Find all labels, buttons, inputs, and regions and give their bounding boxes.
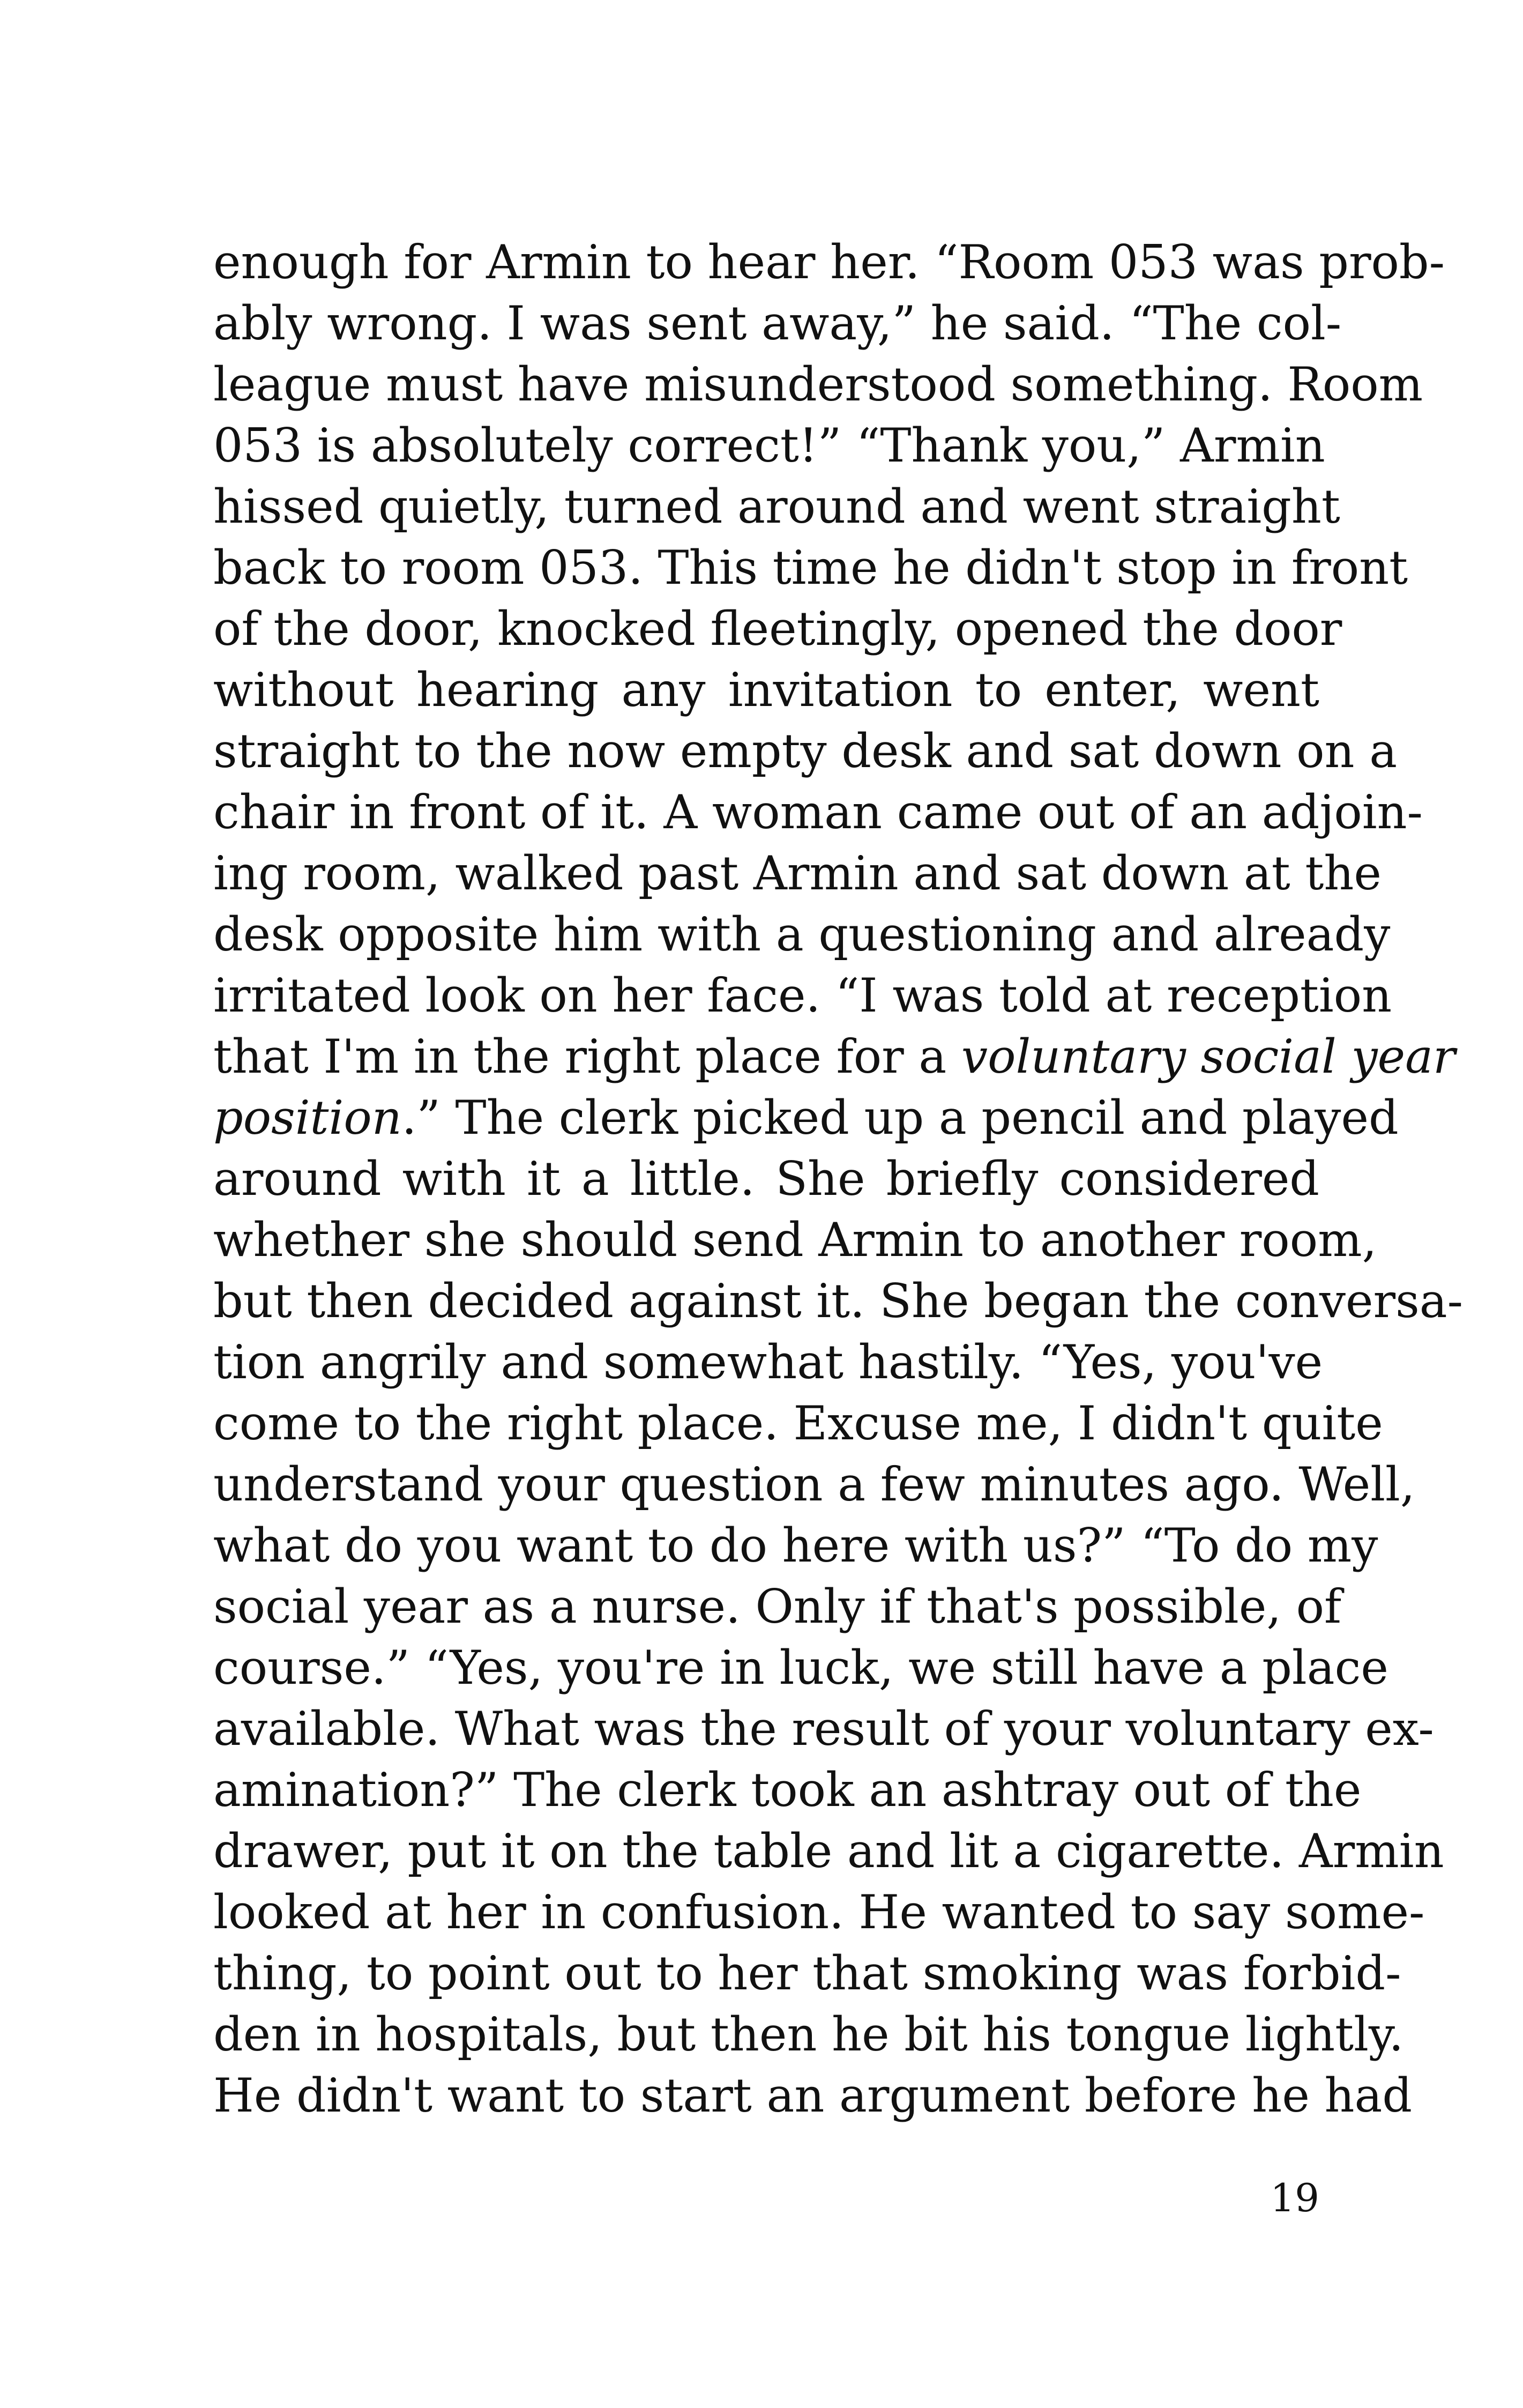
text-line: ably wrong. I was sent away,” he said. “The col- [213, 296, 1342, 351]
page-number: 19 [1270, 2175, 1319, 2220]
text-line: whether she should send Armin to another room, [213, 1213, 1377, 1267]
text-line: course.” “Yes, you're in luck, we still have a place [213, 1640, 1388, 1695]
text-line: drawer, put it on the table and lit a cigarette. Armin [213, 1824, 1444, 1878]
text-line-italic-mixed [213, 1026, 1455, 1087]
text-line: He didn't want to start an argument before he had [213, 2068, 1413, 2123]
italic-phrase: position [213, 1090, 402, 1145]
text-line: amination?” The clerk took an ashtray out of the [213, 1763, 1362, 1817]
text-line: irritated look on her face. “I was told at reception [213, 968, 1392, 1023]
text-line: come to the right place. Excuse me, I didn't quite [213, 1396, 1383, 1451]
text-line: league must have misunderstood something. Room [213, 357, 1423, 412]
text-line: enough for Armin to hear her. “Room 053 was prob- [213, 235, 1445, 289]
text-line: hissed quietly, turned around and went straight [213, 479, 1340, 534]
text-line: chair in front of it. A woman came out of an adjoin- [213, 785, 1423, 839]
text-segment: that I'm in the right place for a [213, 1029, 961, 1084]
text-line: without hearing any invitation to enter, went [213, 663, 1319, 717]
body-text [213, 232, 1464, 2126]
text-line: what do you want to do here with us?” “To do my [213, 1518, 1378, 1573]
text-line: around with it a little. She briefly considered [213, 1151, 1319, 1206]
text-line: understand your question a few minutes ago. Well, [213, 1457, 1415, 1512]
text-line: tion angrily and somewhat hastily. “Yes, you've [213, 1335, 1323, 1389]
text-line: thing, to point out to her that smoking was forbid- [213, 1946, 1401, 2001]
text-line: but then decided against it. She began the conversa- [213, 1274, 1464, 1328]
text-line-italic-mixed [213, 1087, 1399, 1148]
text-line: back to room 053. This time he didn't stop in front [213, 540, 1408, 595]
text-line: ing room, walked past Armin and sat down at the [213, 846, 1382, 901]
text-line: looked at her in confusion. He wanted to say some- [213, 1885, 1425, 1939]
text-line: desk opposite him with a questioning and already [213, 907, 1391, 962]
text-line: 053 is absolutely correct!” “Thank you,” Armin [213, 418, 1325, 473]
text-segment: .” The clerk picked up a pencil and played [401, 1090, 1399, 1145]
text-line: of the door, knocked fleetingly, opened the door [213, 601, 1342, 656]
text-line: straight to the now empty desk and sat down on a [213, 724, 1398, 778]
text-line: available. What was the result of your voluntary ex- [213, 1701, 1434, 1756]
text-line: social year as a nurse. Only if that's possible, of [213, 1579, 1342, 1634]
text-line: den in hospitals, but then he bit his tongue lightly. [213, 2007, 1404, 2062]
italic-phrase: voluntary social year [961, 1029, 1455, 1084]
